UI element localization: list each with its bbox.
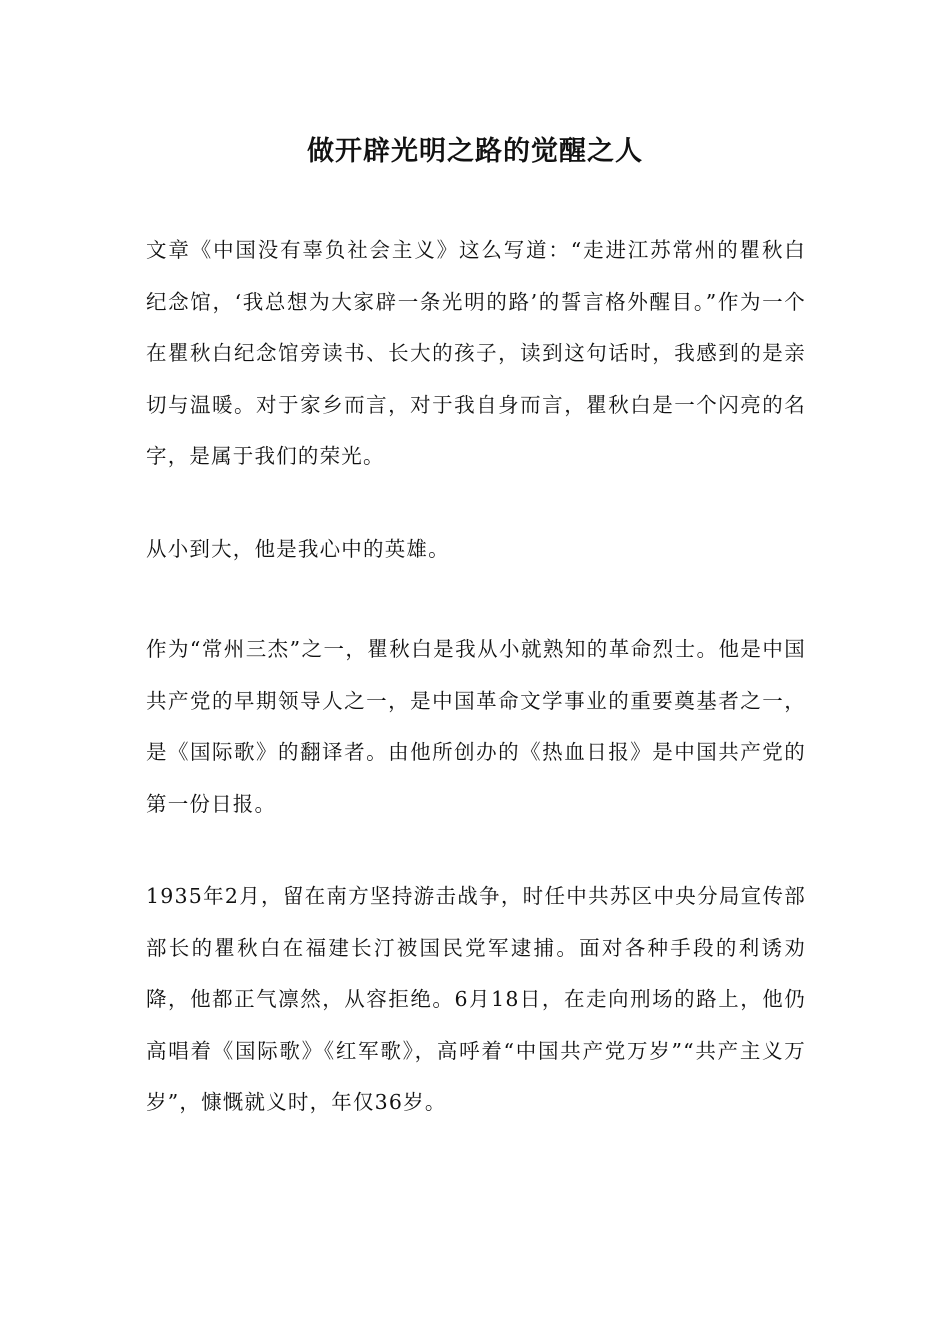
document-title: 做开辟光明之路的觉醒之人 (307, 136, 643, 167)
paragraph-hero: 从小到大，他是我心中的英雄。 (146, 537, 450, 561)
paragraph-intro: 文章《中国没有辜负社会主义》这么写道：“走进江苏常州的瞿秋白纪念馆，‘我总想为大家辟一条光明的路’的誓言格外醒目。”作为一个在瞿秋白纪念馆旁读书、长大的孩子，读到这句话时，我感到的是亲切与温暖。对于家乡而言，对于我自身而言，瞿秋白是一个闪亮的名字，是属于我们的荣光。 (146, 238, 806, 468)
paragraph-background: 作为“常州三杰”之一，瞿秋白是我从小就熟知的革命烈士。他是中国共产党的早期领导人之一，是中国革命文学事业的重要奠基者之一，是《国际歌》的翻译者。由他所创办的《热血日报》是中国共产党的第一份日报。 (146, 637, 806, 816)
paragraph-martyrdom: 1935年2月，留在南方坚持游击战争，时任中共苏区中央分局宣传部部长的瞿秋白在福建长汀被国民党军逮捕。面对各种手段的利诱劝降，他都正气凛然，从容拒绝。6月18日，在走向刑场的路上，他仍高唱着《国际歌》《红军歌》，高呼着“中国共产党万岁”“共产主义万岁”，慷慨就义时，年仅36岁。 (146, 884, 806, 1114)
